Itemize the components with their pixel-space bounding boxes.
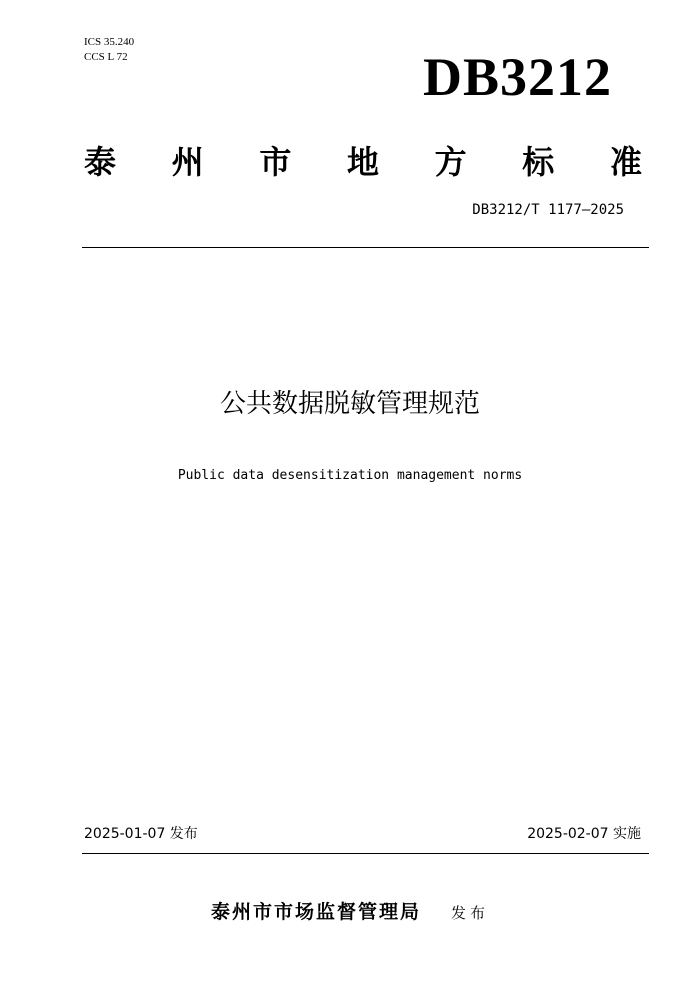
standard-type-char: 标 [522, 143, 555, 181]
ccs-code: CCS L 72 [84, 51, 128, 63]
implementation-date: 2025-02-07 实施 [527, 826, 641, 842]
standard-type-char: 准 [609, 143, 642, 181]
standard-number: DB3212/T 1177—2025 [472, 202, 624, 218]
standard-type-heading [84, 140, 642, 184]
standard-type-char: 泰 [84, 143, 117, 181]
standard-type-char: 地 [346, 143, 379, 181]
standard-type-char: 市 [259, 143, 292, 181]
standard-type-char: 方 [434, 143, 467, 181]
top-divider [82, 247, 649, 248]
standard-type-char: 州 [171, 143, 204, 181]
standard-logo: DB3212 [422, 47, 612, 107]
issuer-line [0, 898, 700, 927]
document-title-chinese: 公共数据脱敏管理规范 [219, 389, 480, 419]
document-title-english: Public data desensitization management norms [177, 468, 523, 483]
bottom-divider [82, 853, 649, 854]
issuing-authority: 泰州市市场监督管理局 [210, 901, 421, 923]
ics-code: ICS 35.240 [84, 36, 135, 48]
issue-label: 发布 [451, 904, 490, 922]
issue-date: 2025-01-07 发布 [84, 826, 198, 842]
